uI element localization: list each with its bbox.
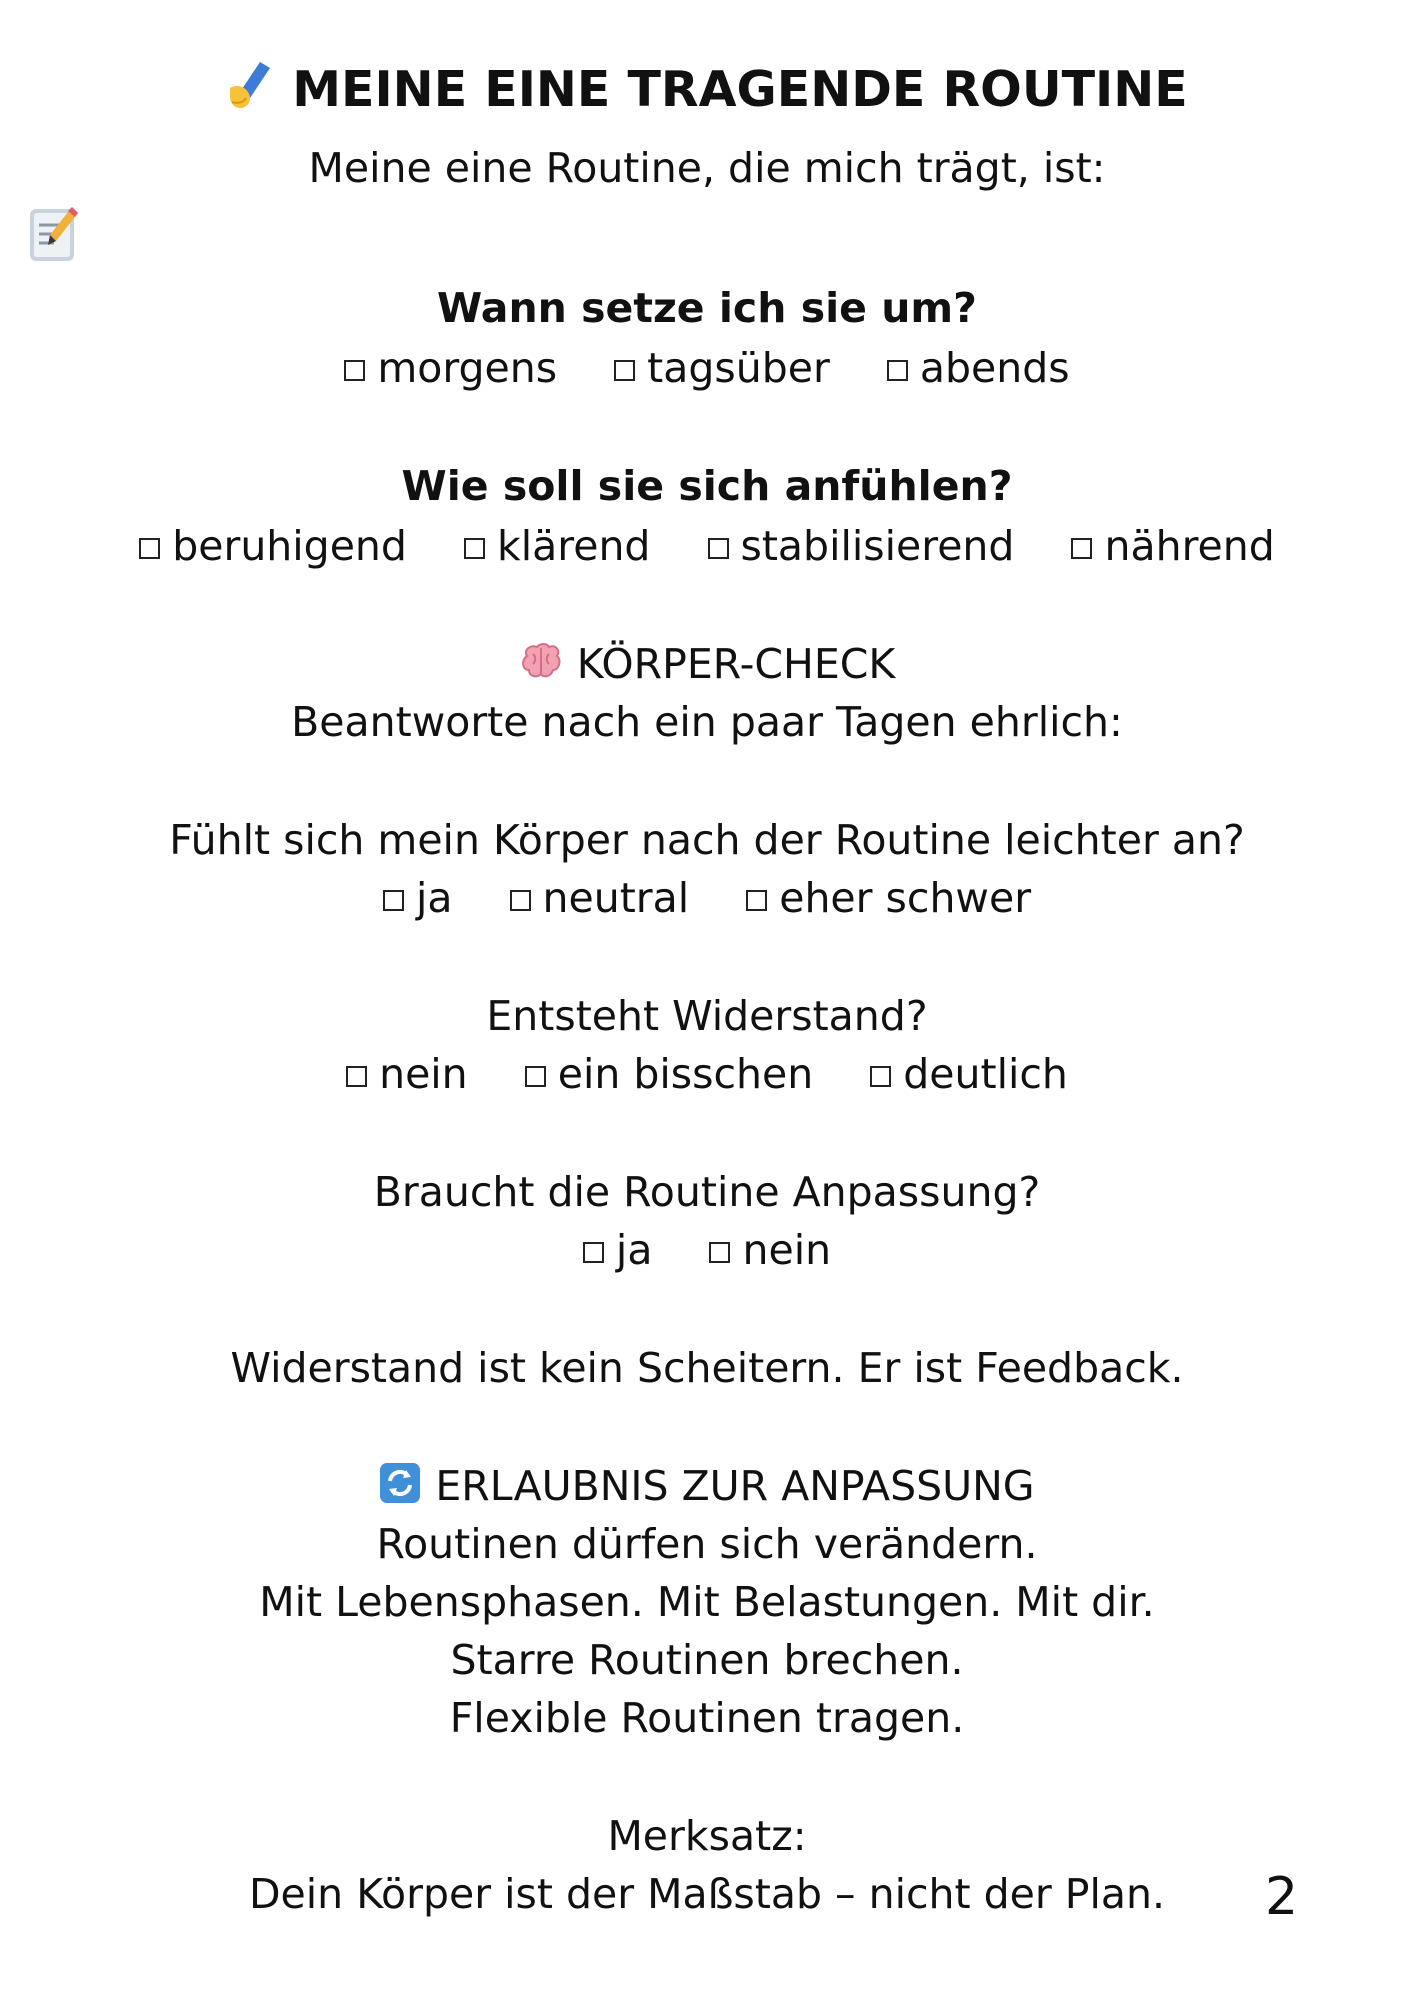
motto-label: Merksatz:	[607, 1812, 807, 1860]
checkbox[interactable]	[583, 1242, 604, 1263]
checkbox[interactable]	[746, 890, 767, 911]
adjustment-line-2: Mit Lebensphasen. Mit Belastungen. Mit dir.	[259, 1578, 1155, 1626]
q2-option-clearly[interactable]: deutlich	[870, 1046, 1068, 1102]
page-number: 2	[1265, 1867, 1299, 1927]
checkbox[interactable]	[139, 538, 160, 559]
feel-question: Wie soll sie sich anfühlen?	[401, 462, 1013, 510]
checkbox[interactable]	[708, 538, 729, 559]
body-check-instruction: Beantworte nach ein paar Tagen ehrlich:	[291, 698, 1123, 746]
when-options	[0, 340, 1414, 396]
checkbox[interactable]	[344, 360, 365, 381]
body-check-question-1: Fühlt sich mein Körper nach der Routine leichter an?	[169, 816, 1245, 864]
body-check-heading: KÖRPER-CHECK	[576, 640, 896, 688]
feedback-statement: Widerstand ist kein Scheitern. Er ist Feedback.	[230, 1344, 1184, 1392]
checkbox[interactable]	[383, 890, 404, 911]
brain-icon	[519, 640, 563, 696]
writing-hand-icon	[226, 58, 278, 126]
when-option-evening[interactable]: abends	[887, 340, 1070, 396]
feel-option-clarifying[interactable]: klärend	[464, 518, 650, 574]
adjustment-line-3: Starre Routinen brechen.	[450, 1636, 964, 1684]
checkbox[interactable]	[709, 1242, 730, 1263]
feel-options	[0, 518, 1414, 574]
q1-option-yes[interactable]: ja	[383, 870, 453, 926]
adjustment-line-4: Flexible Routinen tragen.	[449, 1694, 965, 1742]
feel-option-stabilizing[interactable]: stabilisierend	[708, 518, 1015, 574]
body-check-heading-row	[0, 636, 1414, 696]
checkbox[interactable]	[510, 890, 531, 911]
q3-option-yes[interactable]: ja	[583, 1222, 653, 1278]
q3-option-no[interactable]: nein	[709, 1222, 831, 1278]
q1-option-neutral[interactable]: neutral	[510, 870, 690, 926]
checkbox[interactable]	[346, 1066, 367, 1087]
q2-option-no[interactable]: nein	[346, 1046, 468, 1102]
body-check-question-2: Entsteht Widerstand?	[486, 992, 928, 1040]
feel-option-nourishing[interactable]: nährend	[1071, 518, 1274, 574]
body-check-options-2	[0, 1046, 1414, 1102]
body-check-options-3	[0, 1222, 1414, 1278]
checkbox[interactable]	[887, 360, 908, 381]
when-question: Wann setze ich sie um?	[437, 284, 977, 332]
adjustment-heading: ERLAUBNIS ZUR ANPASSUNG	[435, 1462, 1035, 1510]
when-option-morning[interactable]: morgens	[344, 340, 557, 396]
adjustment-heading-row	[0, 1458, 1414, 1518]
feel-option-calming[interactable]: beruhigend	[139, 518, 407, 574]
body-check-options-1	[0, 870, 1414, 926]
page-title-row	[0, 58, 1414, 126]
checkbox[interactable]	[525, 1066, 546, 1087]
memo-icon	[28, 205, 80, 263]
checkbox[interactable]	[1071, 538, 1092, 559]
adjustment-line-1: Routinen dürfen sich verändern.	[376, 1520, 1038, 1568]
q2-option-a-bit[interactable]: ein bisschen	[525, 1046, 814, 1102]
intro-text: Meine eine Routine, die mich trägt, ist:	[308, 144, 1106, 192]
q1-option-heavy[interactable]: eher schwer	[746, 870, 1031, 926]
when-option-daytime[interactable]: tagsüber	[614, 340, 830, 396]
checkbox[interactable]	[464, 538, 485, 559]
checkbox[interactable]	[614, 360, 635, 381]
refresh-arrows-icon	[379, 1462, 421, 1518]
body-check-question-3: Braucht die Routine Anpassung?	[373, 1168, 1041, 1216]
page-title: MEINE EINE TRAGENDE ROUTINE	[292, 61, 1188, 118]
checkbox[interactable]	[870, 1066, 891, 1087]
motto-text: Dein Körper ist der Maßstab – nicht der Plan.	[248, 1870, 1165, 1918]
